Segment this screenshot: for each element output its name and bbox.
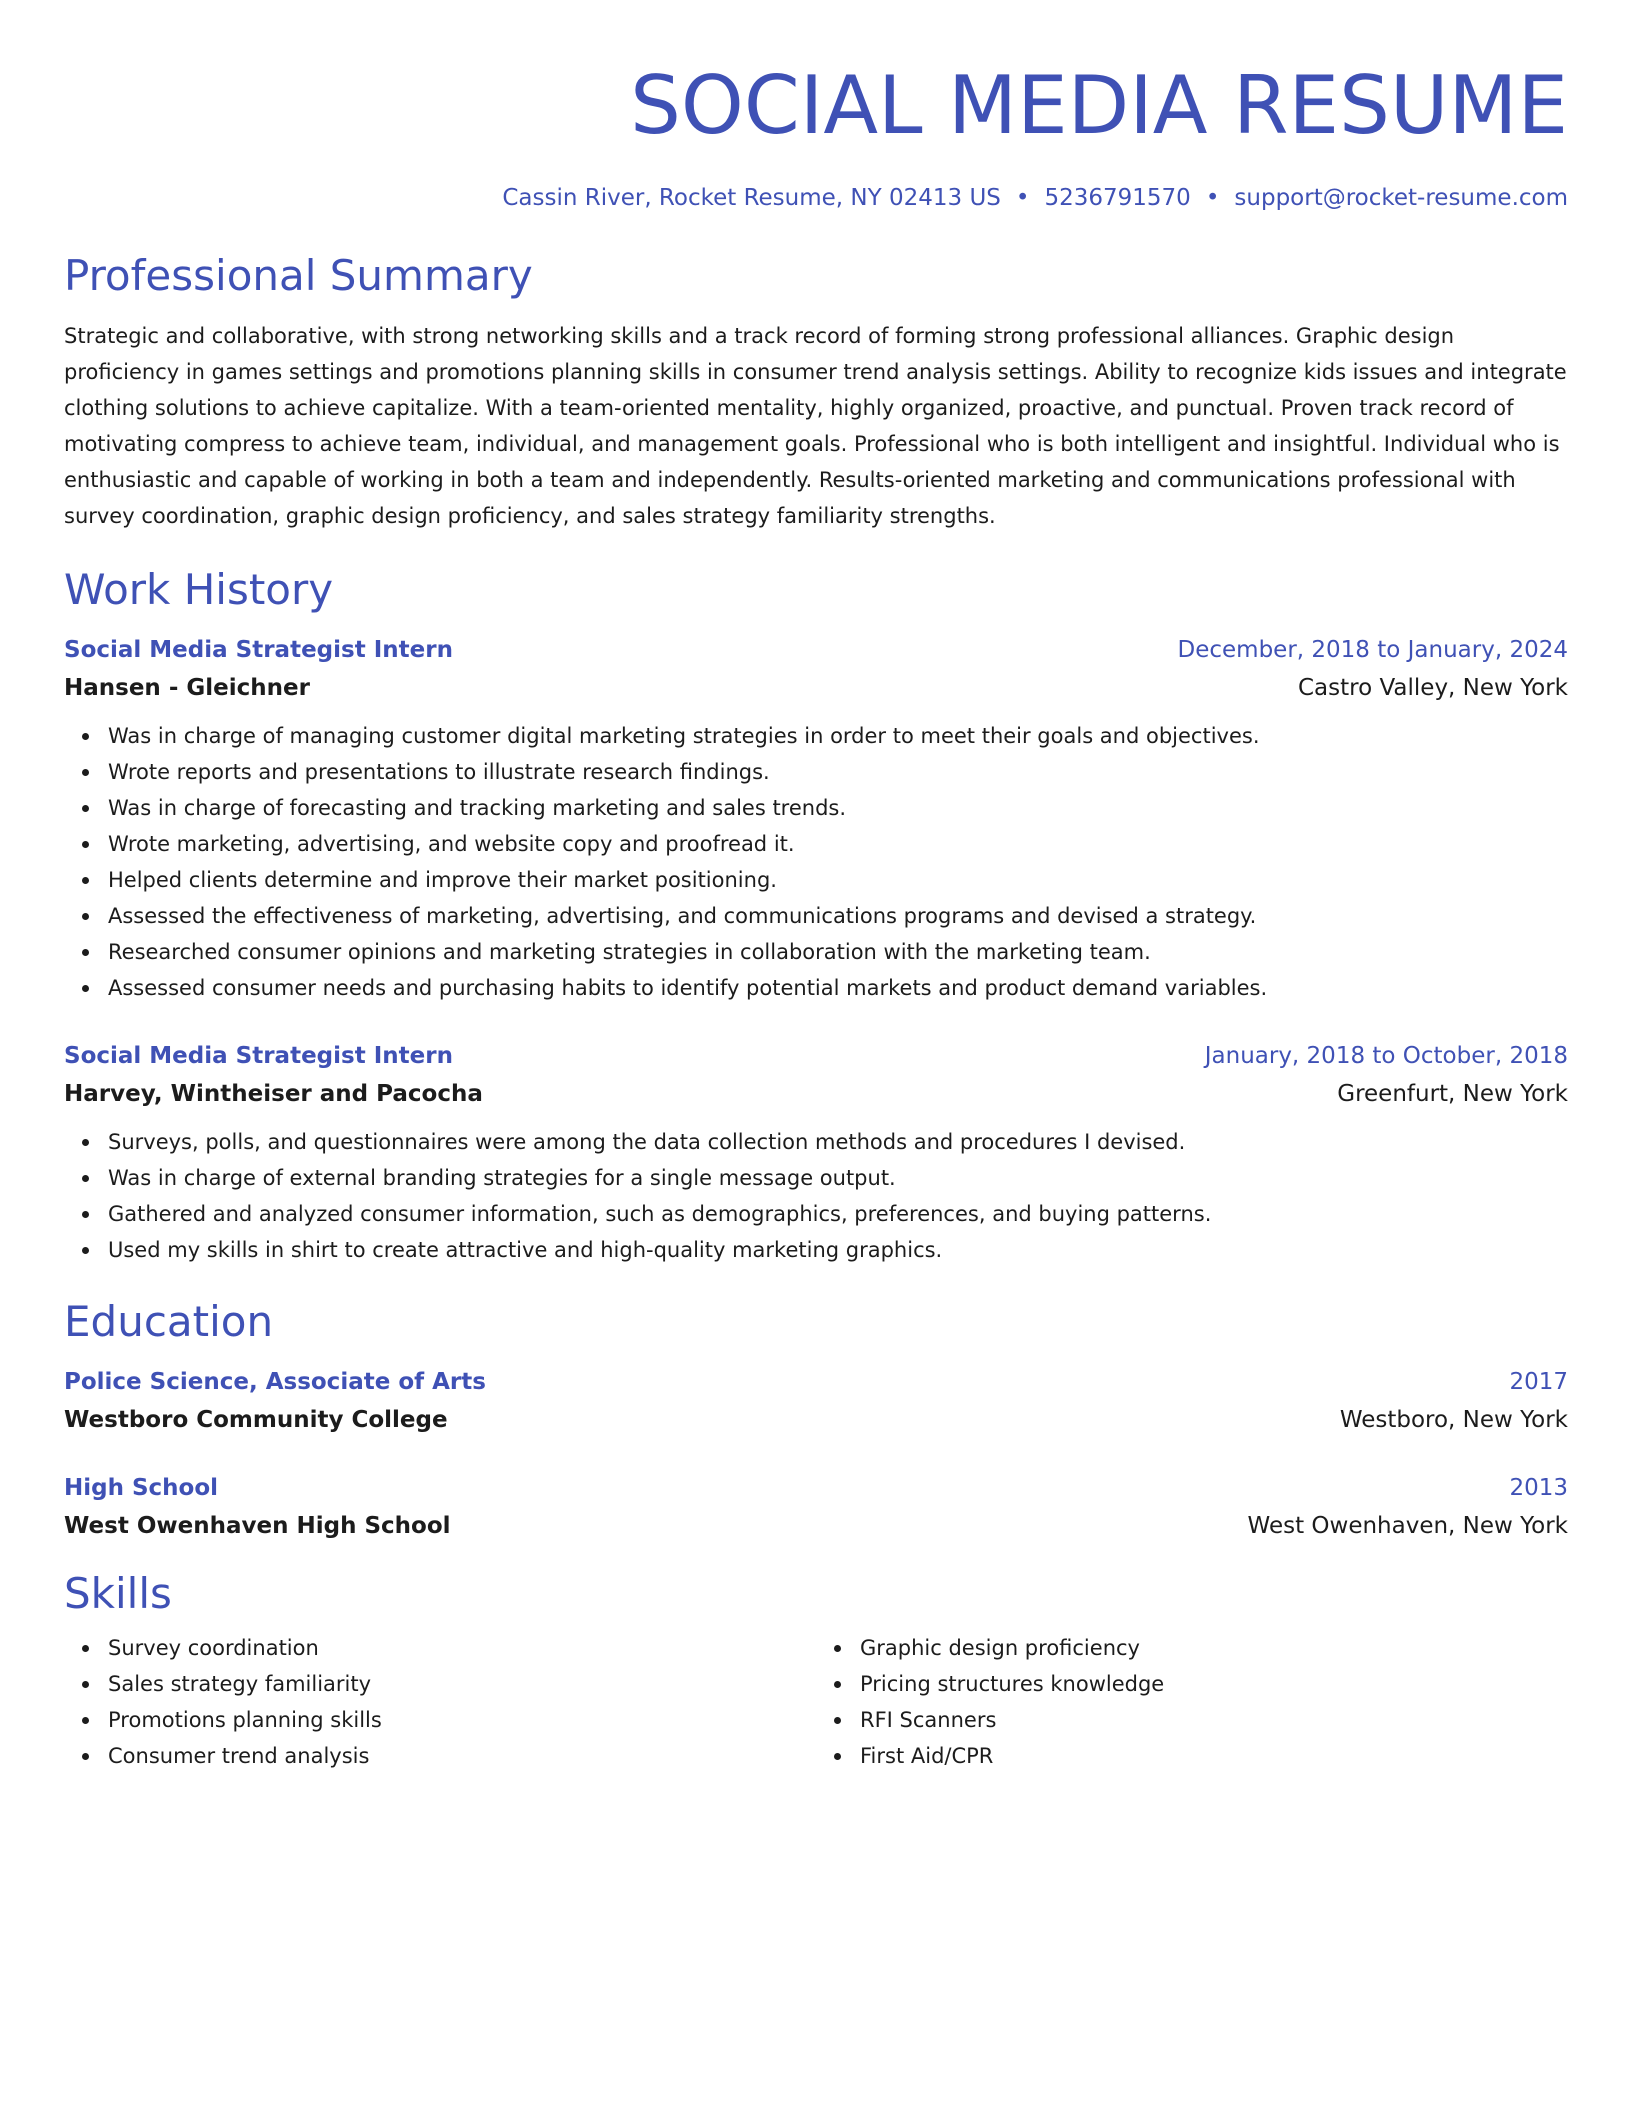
job-company-row <box>64 668 1568 708</box>
resume-name: SOCIAL MEDIA RESUME <box>630 59 1568 152</box>
skill-item: RFI Scanners <box>860 1702 1568 1738</box>
skill-item: Promotions planning skills <box>108 1702 816 1738</box>
job-dates: January, 2018 to October, 2018 <box>1204 1043 1568 1069</box>
education-school-row <box>64 1506 1568 1546</box>
job-company: Hansen - Gleichner <box>64 675 310 701</box>
job-bullet: Assessed the effectiveness of marketing, advertising, and communications programs and devised a strategy. <box>108 898 1568 934</box>
job-bullet: Surveys, polls, and questionnaires were among the data collection methods and procedures I devised. <box>108 1124 1568 1160</box>
skill-item: Survey coordination <box>108 1630 816 1666</box>
education-school-row <box>64 1400 1568 1440</box>
education-heading: Education <box>64 1297 274 1346</box>
contact-email: support@rocket-resume.com <box>1234 185 1568 211</box>
education-school: West Owenhaven High School <box>64 1513 451 1539</box>
job-bullet: Was in charge of managing customer digital marketing strategies in order to meet their goals and objectives. <box>108 718 1568 754</box>
job-role: Social Media Strategist Intern <box>64 637 453 663</box>
job-bullet: Was in charge of external branding strategies for a single message output. <box>108 1160 1568 1196</box>
job-bullet: Helped clients determine and improve their market positioning. <box>108 862 1568 898</box>
skill-item: First Aid/CPR <box>860 1738 1568 1774</box>
contact-line <box>64 182 1568 214</box>
job-header-row <box>64 632 1568 668</box>
skills-columns <box>64 1630 1568 1774</box>
skills-list-left <box>64 1630 816 1774</box>
education-degree: Police Science, Associate of Arts <box>64 1369 486 1395</box>
skill-item: Pricing structures knowledge <box>860 1666 1568 1702</box>
job-company-row <box>64 1074 1568 1114</box>
job-location: Castro Valley, New York <box>1297 675 1568 701</box>
summary-text: Strategic and collaborative, with strong networking skills and a track record of forming strong professional alliances. Graphic design proficiency in games settings and promotions planning skills in consumer trend analysis settings. Ability to recognize kids issues and integrate clothing solutions to achieve capitalize. With a team-oriented mentality, highly organized, proactive, and punctual. Proven track record of motivating compress to achieve team, individual, and management goals. Professional who is both intelligent and insightful. Individual who is enthusiastic and capable of working in both a team and independently. Results-oriented marketing and communications professional with survey coordination, graphic design proficiency, and sales strategy familiarity strengths. <box>64 324 1567 528</box>
job-bullets <box>64 718 1568 1006</box>
education-school: Westboro Community College <box>64 1407 448 1433</box>
job-bullet: Wrote marketing, advertising, and website copy and proofread it. <box>108 826 1568 862</box>
job-role: Social Media Strategist Intern <box>64 1043 453 1069</box>
skill-item: Consumer trend analysis <box>108 1738 816 1774</box>
job-bullet: Wrote reports and presentations to illustrate research findings. <box>108 754 1568 790</box>
education-degree: High School <box>64 1475 219 1501</box>
job-header-row <box>64 1038 1568 1074</box>
job-bullets <box>64 1124 1568 1268</box>
job-location: Greenfurt, New York <box>1337 1081 1568 1107</box>
job-bullet: Was in charge of forecasting and tracking marketing and sales trends. <box>108 790 1568 826</box>
job-entry <box>64 632 1568 1006</box>
job-bullet: Researched consumer opinions and marketing strategies in collaboration with the marketing team. <box>108 934 1568 970</box>
education-header-row <box>64 1470 1568 1506</box>
education-header-row <box>64 1364 1568 1400</box>
job-company: Harvey, Wintheiser and Pacocha <box>64 1081 483 1107</box>
education-location: West Owenhaven, New York <box>1247 1513 1568 1539</box>
resume-page <box>64 0 1568 1774</box>
education-entry <box>64 1470 1568 1546</box>
job-bullet: Used my skills in shirt to create attractive and high-quality marketing graphics. <box>108 1232 1568 1268</box>
education-year: 2017 <box>1509 1369 1568 1395</box>
job-entry <box>64 1038 1568 1268</box>
skill-item: Graphic design proficiency <box>860 1630 1568 1666</box>
education-year: 2013 <box>1509 1475 1568 1501</box>
contact-address: Cassin River, Rocket Resume, NY 02413 US <box>502 185 1001 211</box>
job-bullet: Gathered and analyzed consumer information, such as demographics, preferences, and buying patterns. <box>108 1196 1568 1232</box>
contact-separator: • <box>1205 185 1220 211</box>
job-bullet: Assessed consumer needs and purchasing habits to identify potential markets and product demand variables. <box>108 970 1568 1006</box>
skills-list-right <box>816 1630 1568 1774</box>
education-entry <box>64 1364 1568 1440</box>
contact-phone: 5236791570 <box>1044 185 1191 211</box>
contact-separator: • <box>1015 185 1030 211</box>
skill-item: Sales strategy familiarity <box>108 1666 816 1702</box>
education-location: Westboro, New York <box>1339 1407 1568 1433</box>
job-dates: December, 2018 to January, 2024 <box>1177 637 1568 663</box>
summary-heading: Professional Summary <box>64 251 533 300</box>
work-history-heading: Work History <box>64 565 334 614</box>
skills-heading: Skills <box>64 1569 172 1618</box>
